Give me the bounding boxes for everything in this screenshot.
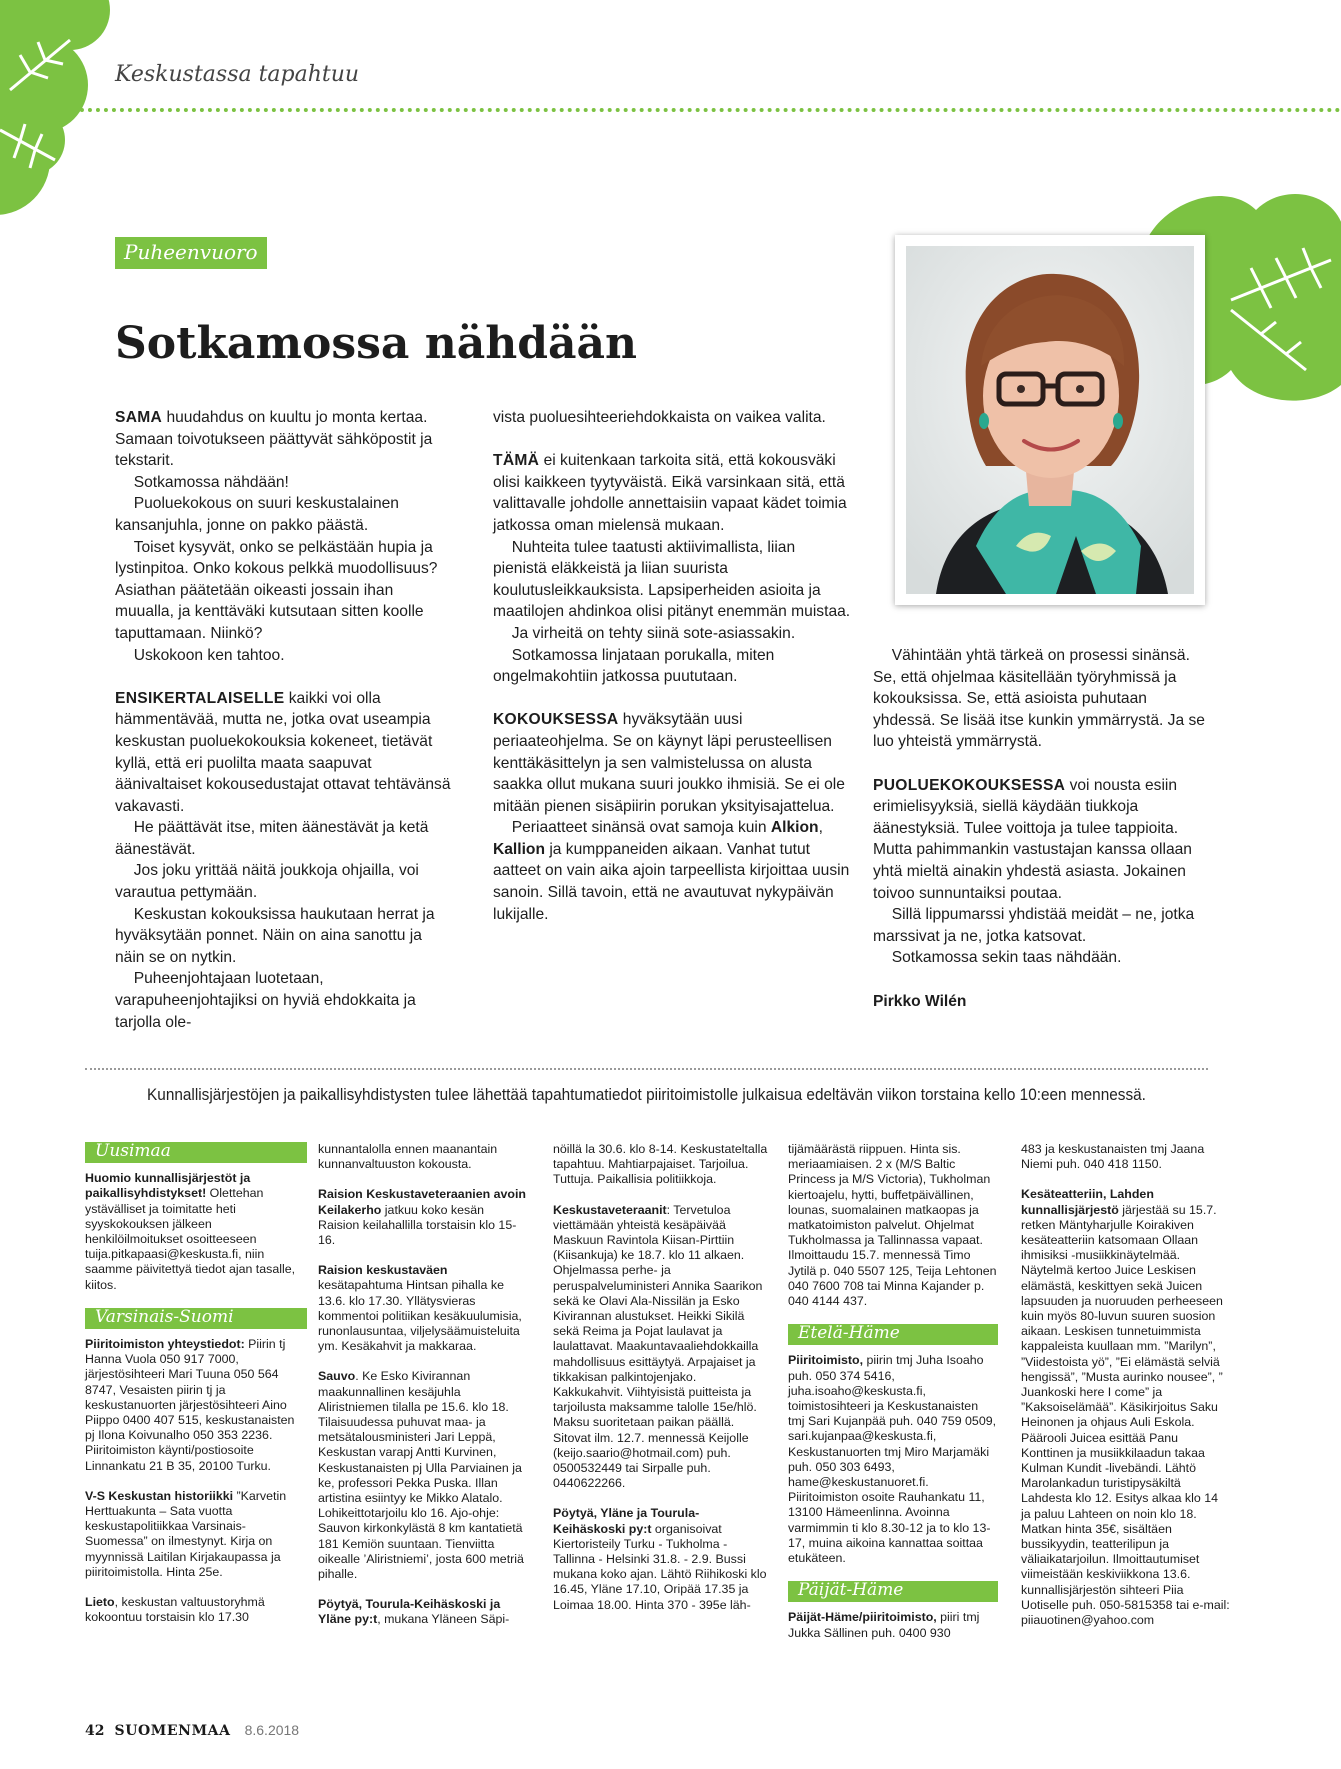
page-footer: [85, 1722, 299, 1739]
page-number: 42: [85, 1723, 105, 1739]
section-divider: [85, 1068, 1208, 1070]
brief-item: [85, 1337, 307, 1474]
lead-word: PUOLUEKOKOUKSESSA: [873, 776, 1066, 794]
paragraph: [493, 817, 851, 925]
region-heading-varsinais-suomi: Varsinais-Suomi: [85, 1308, 307, 1329]
brief-heading: Lieto: [85, 1595, 115, 1610]
paragraph: [115, 688, 453, 818]
paragraph: Puoluekokous on suuri keskustalainen kansanjuhla, jonne on pakko päästä.: [115, 495, 399, 534]
magazine-name: SUOMENMAA: [114, 1723, 231, 1739]
paragraph: [493, 450, 851, 536]
brief-heading: Päijät-Häme/piiritoimisto,: [788, 1610, 937, 1625]
brief-item: [318, 1263, 526, 1354]
paragraph: Uskokoon ken tahtoo.: [133, 646, 285, 664]
brief-item: [318, 1369, 526, 1582]
brief-item: [318, 1187, 526, 1248]
article-column-3: [873, 645, 1208, 1012]
paragraph: Toiset kysyvät, onko se pelkästään hupia ja lystinpitoa. Onko kokous pelkkä muodollisuus? Asiathan päätetään oikeasti jossain ihan muualla, ja kenttäväki kutsutaan sitten koolle taputtamaan. Niinkö?: [115, 538, 438, 642]
brief-text: piirin tmj Juha Isoaho puh. 050 374 5416, juha.isoaho@keskusta.fi, toimistosihteeri ja Keskustanaisten tmj Sari Kujanpää puh. 040 759 0509, sari.kujanpaa@keskusta.fi, Keskustanuorten tmj Miro Marjamäki puh. 050 303 6493, hame@keskustanuoret.fi. Piiritoimiston osoite Rauhankatu 11, 13100 Hämeenlinna. Avoinna varmimmin ti klo 8.30-12 ja to klo 13-17, muina aikoina kannattaa soittaa etukäteen.: [788, 1353, 997, 1566]
issue-date: 8.6.2018: [244, 1722, 300, 1738]
paragraph-text: kaikki voi olla hämmentävää, mutta ne, jotka ovat useampia keskustan puoluekokouksia kokeneet, tietävät kyllä, että eri puolilta maata saapuvat äänivaltaiset kokousedustajat ottavat tehtävänsä vakavasti.: [115, 689, 451, 815]
name-kallio: Kallion: [493, 840, 545, 858]
paragraph: Ja virheitä on tehty siinä sote-asiassakin.: [511, 624, 796, 642]
section-label: Keskustassa tapahtuu: [115, 62, 360, 87]
brief-item: [85, 1171, 307, 1293]
paragraph: vista puoluesihteeriehdokkaista on vaikea valita.: [493, 409, 826, 426]
briefs-column-3: [553, 1142, 768, 1628]
brief-heading: Raision Keskustaveteraanien avoin Keilakerho: [318, 1187, 526, 1217]
header-divider: [0, 108, 1341, 112]
region-heading-etela-hame: Etelä-Häme: [788, 1324, 998, 1345]
brief-item: [553, 1203, 768, 1492]
paragraph-gap: [873, 753, 1208, 775]
brief-text: , mukana Yläneen Säpi-: [377, 1612, 510, 1627]
brief-item: [788, 1610, 998, 1640]
region-heading-uusimaa: Uusimaa: [85, 1142, 307, 1163]
briefs-column-5: [1021, 1142, 1231, 1643]
brief-heading: Piiritoimiston yhteystiedot:: [85, 1337, 245, 1352]
paragraph: Sillä lippumarssi yhdistää meidät – ne, jotka marssivat ja ne, jotka katsovat.: [873, 906, 1195, 945]
paragraph-text: voi nousta esiin erimielisyyksiä, siellä käydään tiukkoja äänestyksiä. Tulee voittoja ja tulee tappioita. Mutta pahimmankin vastustajan kanssa ollaan yhtä mieltä ainakin yhdestä asiasta. Jokainen toivoo sunnuntaiksi poutaa.: [873, 776, 1192, 902]
paragraph-text: Periaatteet sinänsä ovat samoja kuin: [511, 819, 771, 837]
brief-heading: Huomio kunnallisjärjestöt ja paikallisyhdistykset!: [85, 1171, 251, 1201]
brief-heading: Pöytyä, Tourula-Keihäskoski ja Yläne py:t: [318, 1597, 501, 1627]
paragraph-text: hyväksytään uusi periaateohjelma. Se on käynyt läpi perusteellisen kenttäkäsittelyn ja sen valmistelussa on alusta saakka ollut mukana suuri joukko ihmisiä. Se ei ole mitään pienen sisäpiirin porukan yksityisajattelua.: [493, 711, 845, 815]
author-photo: [895, 235, 1205, 605]
paragraph: Puheenjohtajaan luotetaan, varapuheenjohtajiksi on hyviä ehdokkaita ja tarjolla ole-: [115, 970, 416, 1031]
lead-word: ENSIKERTALAISELLE: [115, 689, 285, 707]
brief-heading: Kesäteatteriin, Lahden kunnallisjärjestö: [1021, 1187, 1154, 1217]
brief-text: piiri tmj Jukka Sällinen puh. 0400 930: [788, 1610, 980, 1640]
brief-item: [85, 1489, 307, 1580]
paragraph: Keskustan kokouksissa haukutaan herrat ja hyväksytään ponnet. Näin on aina sanottu ja näin se on nytkin.: [115, 905, 435, 966]
paragraph: [493, 709, 851, 817]
column-tag: Puheenvuoro: [115, 237, 267, 269]
brief-text: organisoivat Kiertoristeily Turku - Tukholma - Tallinna - Helsinki 31.8. - 2.9. Bussi mukana koko ajan. Lähtö Riihikoski klo 16.45, Yläne 17.10, Oripää 17.35 ja Loimaa 18.00. Hinta 370 - 395e läh-: [553, 1521, 767, 1612]
brief-heading: Pöytyä, Yläne ja Tourula-Keihäskoski py:t: [553, 1506, 700, 1536]
paragraph-gap: [493, 429, 851, 451]
paragraph: Nuhteita tulee taatusti aktiivimallista, liian pienistä eläkkeistä ja liian suurista koulutusleikkauksista. Lapsiperheiden asioita ja maatilojen ahdinkoa olisi pitänyt enemmän muistaa.: [493, 538, 851, 621]
paragraph-text: ei kuitenkaan tarkoita sitä, että kokousväki olisi kaikkeen tyytyväistä. Eikä varsinkaan sitä, että valittavalle johdolle annettaisiin vapaat kädet toimia jatkossa oman mielensä mukaan.: [493, 452, 847, 534]
brief-text: kesätapahtuma Hintsan pihalla ke 13.6. klo 17.30. Yllätysvieras kommentoi politiikan kesäkuulumisia, runonlausuntaa, viljelysäämuisteluita ym. Kesäkahvit ja makkaraa.: [318, 1278, 522, 1354]
paragraph: Jos joku yrittää näitä joukkoja ohjailla, voi varautua pettymään.: [115, 862, 419, 902]
brief-text: järjestää su 15.7. retken Mäntyharjulle Koirakiven kesäteatteriin katsomaan Ollaan ihmisiksi -musiikkinäytelmää. Näytelmä kertoo Juice Leskisen elämästä, keskittyen sekä Juicen lapsuuden ja nuoruuden perheeseen kuin myös 80-luvun suuren suosion aikaan. Leskisen tunnetuimmista kappaleista kuullaan mm. ”Marilyn”, ”Viidestoista yö”, ”Ei elämästä selviä hengissä”, ”Musta aurinko nousee”, ” Juankoski here I come” ja ”Kaksoiselämää”. Käsikirjoitus Saku Heinonen ja ohjaus Auli Eskola. Päärooli Juicea esittää Panu Konttinen ja musiikkilaadun takaa Kulman Kundit -livebändi. Lähtö Marolankadun turistipysäkiltä Lahdesta klo 12. Esitys alkaa klo 14 ja paluu Lahteen on noin klo 18. Matkan hinta 35€, sisältäen bussikyydin, teatterilipun ja väliaikatarjoilun. Ilmoittautumiset viimeistään keskiviikkona 13.6. kunnallisjärjestön sihteeri Piia Uotiselle puh. 050-5815358 tai e-mail: piiauotinen@yahoo.com: [1021, 1202, 1230, 1628]
submission-notice: Kunnallisjärjestöjen ja paikallisyhdistysten tulee lähettää tapahtumatiedot piiritoimistolle julkaisua edeltävän viikon torstaina kello 10:een mennessä.: [147, 1086, 1146, 1104]
brief-item: tijämäärästä riippuen. Hinta sis. meriaamiaisen. 2 x (M/S Baltic Princess ja M/S Victoria), Tukholman kiertoajelu, hytti, buffetpäivällinen, lounas, suomalainen matkaopas ja matkatoimiston palvelut. Ohjelmat Tukholmassa ja Tallinnassa vapaat. Ilmoittaudu 15.7. mennessä Timo Jytilä p. 040 5507 125, Teija Lehtonen 040 7600 708 tai Minna Kajander p. 040 4144 437.: [788, 1142, 997, 1309]
brief-text: jatkuu koko kesän Raision keilahallilla torstaisin klo 15-16.: [318, 1202, 517, 1248]
brief-text: ”Karvetin Herttuakunta – Sata vuotta keskustapolitiikkaa Varsinais-Suomessa” on ilmestynyt. Kirja on myynnissä Laitilan Kirjakaupassa ja piiritoimistolla. Hinta 25e.: [85, 1488, 287, 1579]
brief-item: [85, 1595, 307, 1625]
brief-text: , keskustan valtuustoryhmä kokoontuu torstaisin klo 17.30: [85, 1595, 265, 1625]
brief-text: . Ke Esko Kivirannan maakunnallinen kesäjuhla Aliristniemen tilalla pe 15.6. klo 18. Tilaisuudessa puhuvat maa- ja metsätalousministeri Jari Leppä, Keskustan varapj Antti Kurvinen, Keskustanaisten pj Ulla Parviainen ja ke, professori Pekka Puska. Illan artistina esiintyy ke Mikko Alatalo. Lohikeittotarjoilu klo 16. Ajo-ohje: Sauvon kirkonkylästä 8 km kantatietä 181 Kemiön suuntaan. Tienviitta oikealle ’Aliristniemi’, josta 600 metriä pihalle.: [318, 1369, 524, 1582]
briefs-column-4: [788, 1142, 998, 1656]
article-column-2: [493, 407, 851, 925]
paragraph: He päättävät itse, miten äänestävät ja ketä äänestävät.: [115, 819, 429, 858]
article-column-1: [115, 407, 453, 1033]
brief-item: [318, 1597, 526, 1627]
paragraph-gap: [115, 666, 453, 688]
brief-item: kunnantalolla ennen maanantain kunnanvaltuuston kokousta.: [318, 1142, 498, 1172]
briefs-column-2: [318, 1142, 526, 1643]
brief-text: Olettehan ystävälliset ja toimitatte heti syyskokouksen jälkeen henkilöilmoitukset osoitteeseen tuija.pitkapaasi@keskusta.fi, niin saamme päivitettyä tiedot ajan tasalle, kiitos.: [85, 1186, 296, 1292]
paragraph-gap: [873, 969, 1208, 991]
brief-heading: Piiritoimisto,: [788, 1353, 864, 1368]
region-heading-paijat-hame: Päijät-Häme: [788, 1581, 998, 1602]
lead-word: TÄMÄ: [493, 452, 540, 470]
brief-heading: Raision keskustaväen: [318, 1263, 448, 1278]
brief-text: Piirin tj Hanna Vuola 050 917 7000, järjestösihteeri Mari Tuuna 050 564 8747, Vesaisten piirin tj ja keskustanuorten järjestösihteeri Aino Piippo 0400 407 515, keskustanaisten pj Ilona Koivunalho 050 353 2236. Piiritoimiston käynti/postiosoite Linnankatu 21 B 35, 20100 Turku.: [85, 1337, 295, 1473]
brief-heading: V-S Keskustan historiikki: [85, 1488, 234, 1503]
paragraph-gap: [493, 688, 851, 710]
author-portrait-image: [906, 246, 1194, 594]
lead-word: KOKOUKSESSA: [493, 711, 619, 729]
paragraph: Vähintään yhtä tärkeä on prosessi sinänsä. Se, että ohjelmaa käsitellään työryhmissä ja kokouksissa. Se, että asioista puhutaan yhdessä. Se lisää itse kunkin ymmärrystä. Ja se luo yhteistä ymmärrystä.: [873, 647, 1205, 751]
brief-item: [788, 1353, 998, 1566]
brief-item: [553, 1506, 768, 1612]
paragraph-text: ja kumppaneiden aikaan. Vanhat tutut aatteet on vain aika ajoin tarpeellista kirjoittaa uusin sanoin. Sillä tavoin, että ne avautuvat nykypäivän lukijalle.: [493, 840, 850, 923]
brief-item: 483 ja keskustanaisten tmj Jaana Niemi puh. 040 418 1150.: [1021, 1142, 1205, 1172]
paragraph: Sotkamossa sekin taas nähdään.: [891, 949, 1122, 967]
article-headline: Sotkamossa nähdään: [115, 318, 637, 369]
paragraph-text: huudahdus on kuultu jo monta kertaa. Samaan toivotukseen päättyvät sähköpostit ja tekstarit.: [115, 409, 433, 470]
author-signature: Pirkko Wilén: [873, 992, 967, 1010]
briefs-column-1: [85, 1142, 307, 1640]
paragraph: [115, 407, 453, 472]
brief-heading: Sauvo: [318, 1369, 356, 1384]
name-alkio: Alkion: [770, 819, 819, 837]
lead-word: SAMA: [115, 409, 163, 426]
brief-text: : Tervetuloa viettämään yhteistä kesäpäivää Maskuun Ravintola Kiisan-Pirttiin (Kiisankuja) ke 18.7. klo 11 alkaen. Ohjelmassa perhe- ja peruspalveluministeri Annika Saarikon sekä ke Olavi Ala-Nissilän ja Esko Kivirannan alustukset. Heikki Sikilä sekä Reima ja Pojat laulavat ja laulattavat. Maakuntavaaliehdokkailla mahdollisuus esittäytyä. Arpajaiset ja tikkakisan palkintojenjako. Kakkukahvit. Viihtyisistä puitteista ja tarjoilusta maksamme talolle 15e/hlö. Maksu suoritetaan paikan päällä. Sitovat ilm. 12.7. mennessä Keijolle (keijo.saario@hotmail.com) puh. 0500532449 tai Sirpalle puh. 0440622266.: [553, 1202, 763, 1491]
brief-heading: Keskustaveteraanit: [553, 1202, 667, 1217]
paragraph: [873, 775, 1208, 905]
brief-item: [1021, 1187, 1231, 1628]
paragraph: Sotkamossa nähdään!: [133, 473, 289, 491]
paragraph: Sotkamossa linjataan porukalla, miten ongelmakohtiin jatkossa puututaan.: [493, 646, 775, 686]
paragraph-text: ,: [818, 819, 823, 837]
brief-item: nöillä la 30.6. klo 8-14. Keskustateltalla tapahtuu. Mahtiarpajaiset. Tarjoilua. Tuttuja. Paikallisia politiikkoja.: [553, 1142, 768, 1187]
